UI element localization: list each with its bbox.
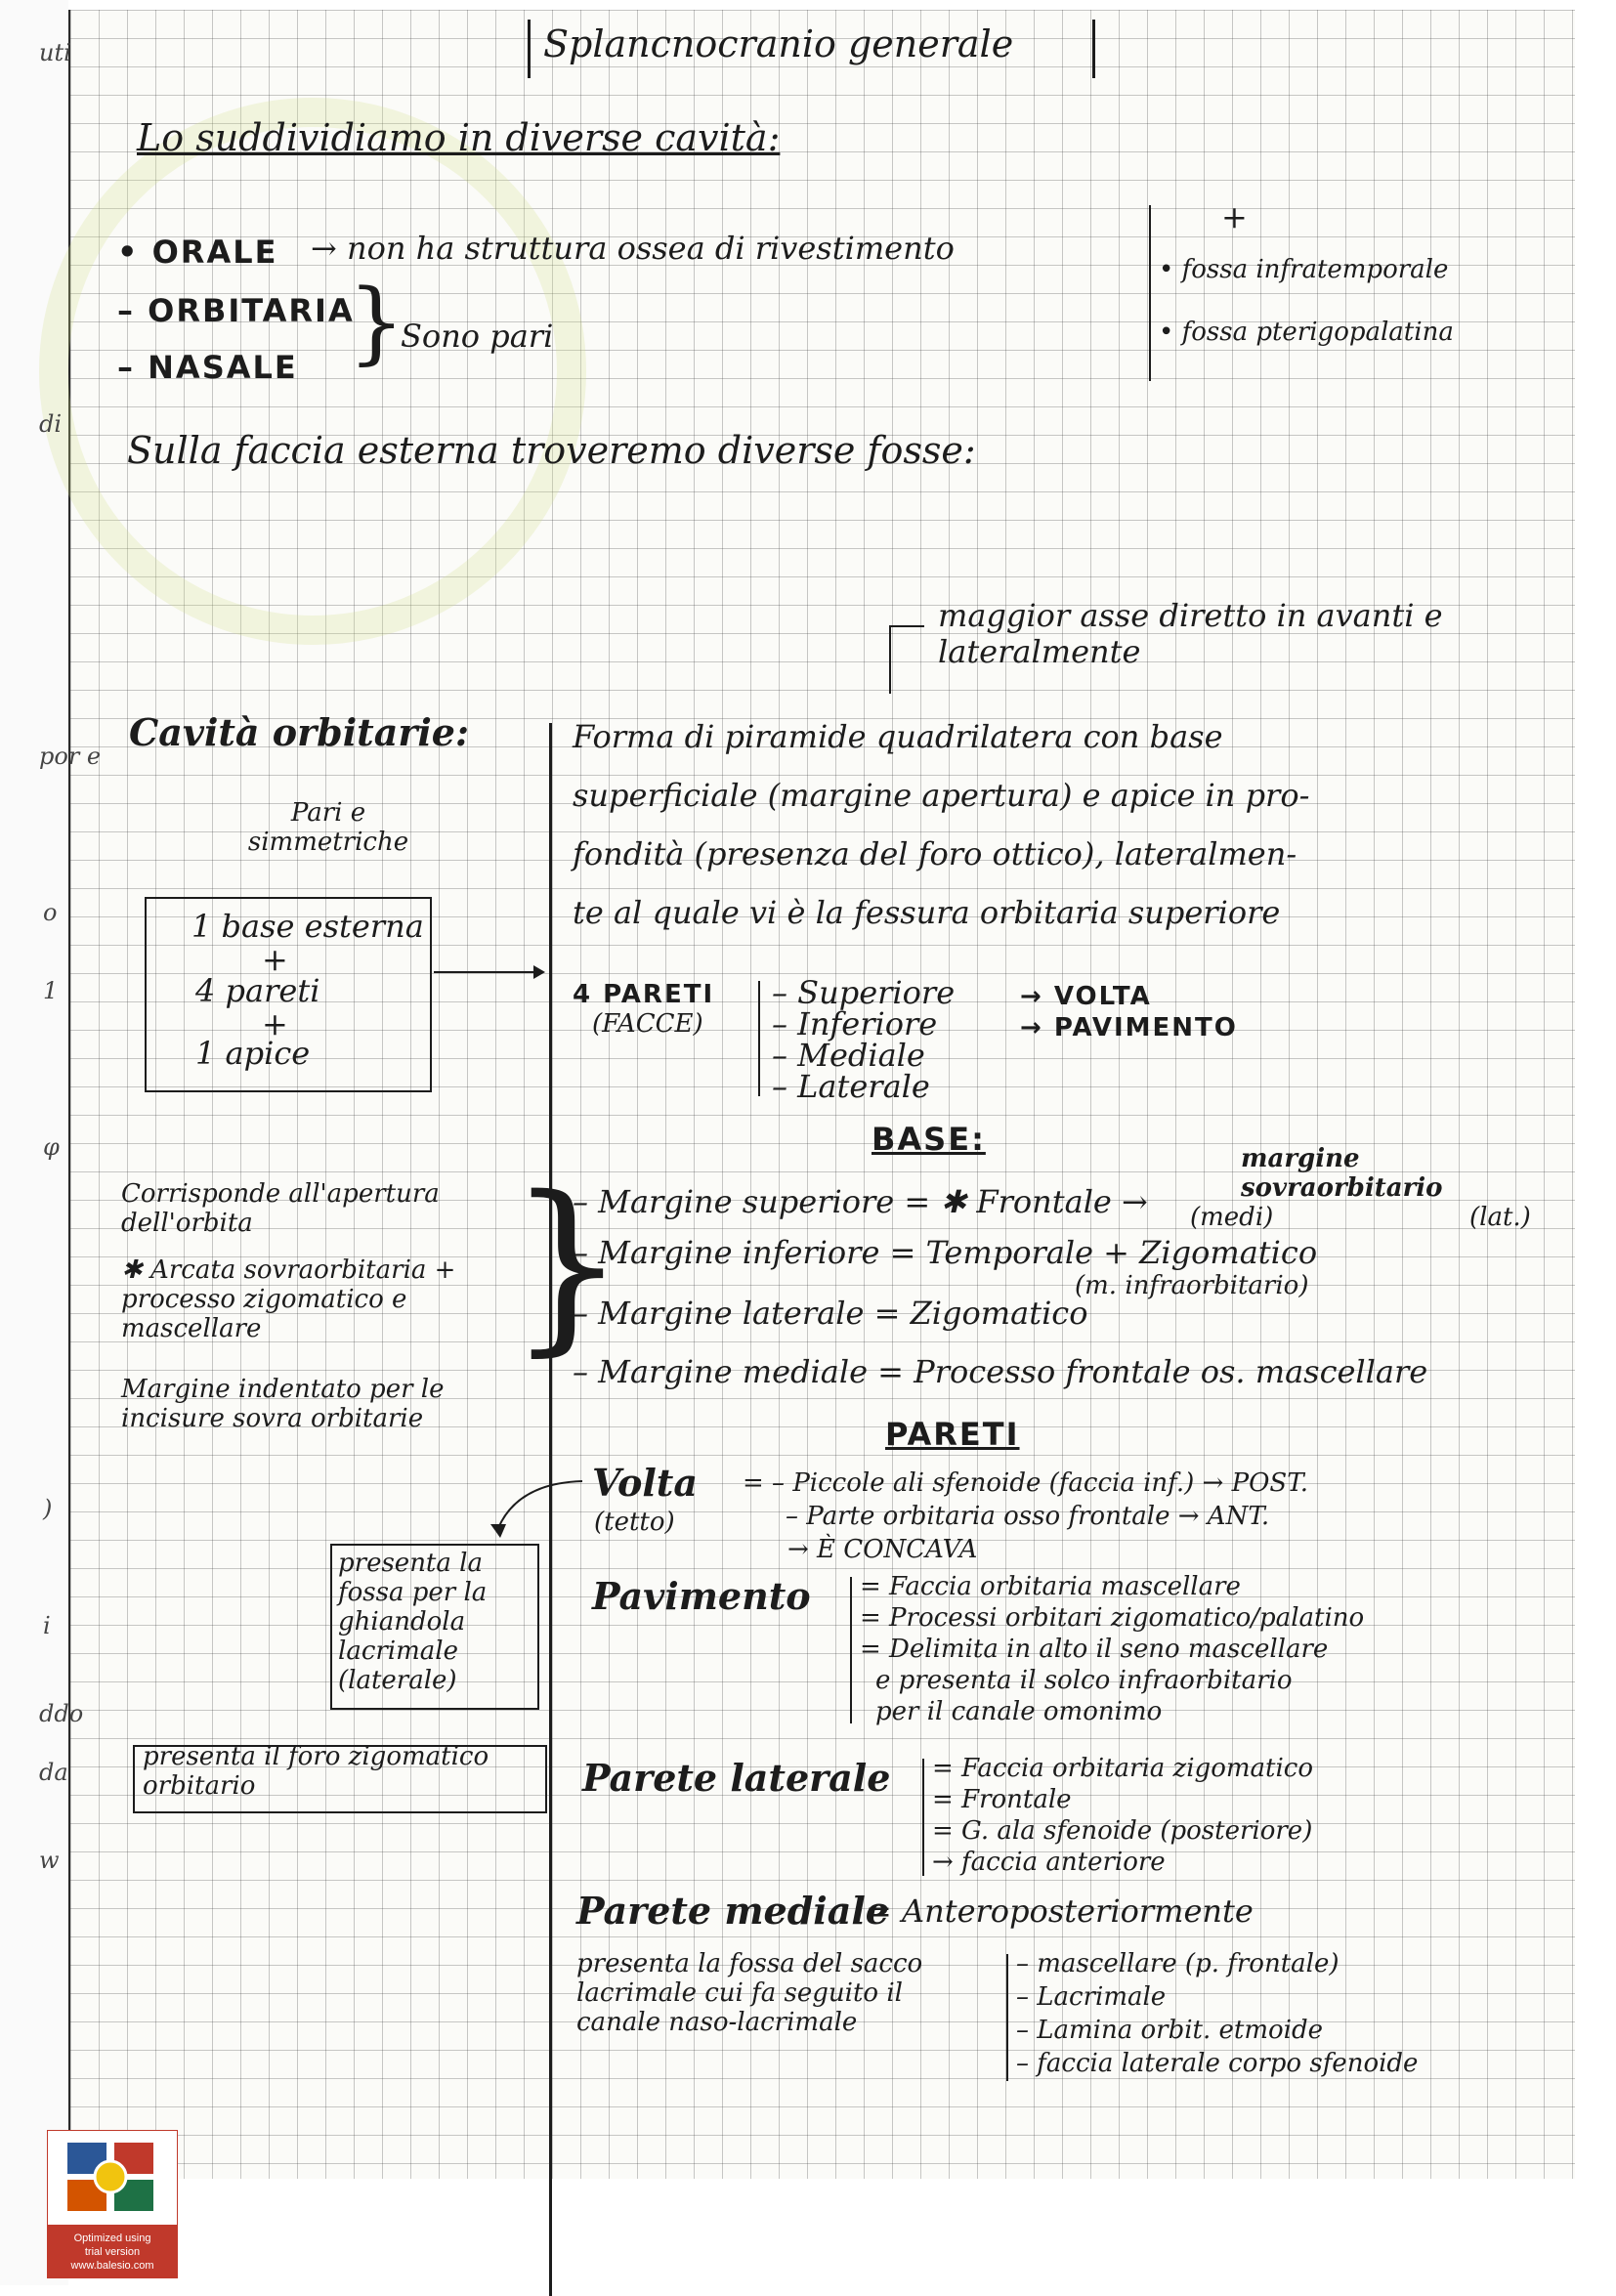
faccia-esterna-line: Sulla faccia esterna troveremo diverse fosse: [127, 429, 976, 472]
margin-mark: por e [39, 743, 102, 770]
box-arrow [430, 957, 547, 987]
lat-note: (lat.) [1469, 1203, 1531, 1232]
volta-line-3: → È CONCAVA [787, 1535, 978, 1564]
margin-mark: i [43, 1612, 51, 1639]
pavimento-line-3: = Delimita in alto il seno mascellare [860, 1635, 1329, 1664]
box-line-1: 1 base esterna [191, 908, 424, 945]
mediale-note: presenta la fossa del sacco lacrimale cui fa seguito il canale naso-lacrimale [576, 1949, 923, 2037]
pareti-item: – Laterale [772, 1068, 930, 1105]
margin-laterale: – Margine laterale = Zigomatico [573, 1295, 1088, 1332]
laterale-line-2: = Frontale [932, 1785, 1072, 1814]
balesio-logo [47, 2130, 178, 2278]
medi-note: (medi) [1190, 1203, 1274, 1232]
volta-line-1: = – Piccole ali sfenoide (faccia inf.) → POST. [743, 1468, 1308, 1498]
brace: } [348, 270, 405, 374]
fossa-infratemporale: • fossa infratemporale [1159, 255, 1449, 284]
asse-note: maggior asse diretto in avanti e lateralmente [938, 597, 1443, 670]
margin-mark: di [39, 410, 63, 438]
asse-connector [889, 625, 891, 694]
margin-inferiore-note: (m. infraorbitario) [1075, 1271, 1309, 1300]
mediale-def: = Anteroposteriormente [866, 1892, 1254, 1930]
box-line-2: 4 pareti [195, 972, 320, 1009]
volta-sub: (tetto) [594, 1508, 675, 1537]
mediale-line-3: – Lamina orbit. etmoide [1016, 2016, 1324, 2045]
logo-text-1: Optimized using [73, 2232, 151, 2244]
margin-mark: w [39, 1847, 60, 1874]
pareti-sub: (FACCE) [592, 1009, 703, 1039]
laterale-bracket [922, 1759, 924, 1876]
definition-line-3: fondità (presenza del foro ottico), lateralmen- [573, 835, 1297, 872]
pavimento-line-2: = Processi orbitari zigomatico/palatino [860, 1603, 1365, 1633]
mediale-line-2: – Lacrimale [1016, 1982, 1167, 2012]
title-bar-right [1092, 20, 1095, 78]
margin-mark: 1 [43, 977, 59, 1004]
office-icons [62, 2139, 159, 2215]
pavimento-label: → PAVIMENTO [1020, 1013, 1238, 1042]
base-heading: BASE: [872, 1121, 986, 1158]
pavimento-heading: Pavimento [592, 1574, 811, 1618]
foro-zigomatico-note: presenta il foro zigomatico orbitario [143, 1742, 489, 1801]
mediale-line-4: – faccia laterale corpo sfenoide [1016, 2049, 1419, 2078]
cavity-nasale: – NASALE [117, 349, 298, 386]
volta-label: → VOLTA [1020, 982, 1152, 1011]
margin-mark: ddo [39, 1700, 84, 1727]
definition-line-4: te al quale vi è la fessura orbitaria superiore [573, 894, 1281, 931]
pareti-bracket [758, 981, 760, 1096]
base-brace: } [508, 1157, 626, 1373]
cavity-orbitaria: – ORBITARIA [117, 292, 355, 329]
margin-mark: φ [43, 1133, 60, 1161]
laterale-heading: Parete laterale [582, 1756, 891, 1800]
box-plus-1: + [262, 941, 288, 978]
pareti-item: – Superiore [772, 974, 956, 1011]
volta-heading: Volta [592, 1461, 698, 1505]
pavimento-line-4: e presenta il solco infraorbitario [875, 1666, 1293, 1695]
volta-arrow [479, 1473, 586, 1542]
base-side-note-1: Corrisponde all'apertura dell'orbita [121, 1179, 440, 1238]
margin-superiore: – Margine superiore = ✱ Frontale → [573, 1183, 1148, 1220]
plus-sign: + [1221, 198, 1248, 235]
bracket-line [1149, 205, 1151, 381]
cavita-orbitarie-heading: Cavità orbitarie: [129, 710, 469, 754]
margin-mark: ) [43, 1495, 53, 1522]
pavimento-line-1: = Faccia orbitaria mascellare [860, 1572, 1241, 1601]
pari-simmetriche: Pari e simmetriche [247, 798, 409, 857]
margine-sovraorbitario: margine sovraorbitario [1241, 1144, 1443, 1203]
pavimento-bracket [850, 1577, 852, 1723]
fossa-lacrimale-note: presenta la fossa per la ghiandola lacrimale (laterale) [338, 1549, 488, 1695]
logo-text-2: trial version [84, 2246, 141, 2258]
margin-mark: da [39, 1759, 68, 1786]
margin-inferiore: – Margine inferiore = Temporale + Zigomatico [573, 1234, 1318, 1271]
margin-mediale: – Margine mediale = Processo frontale os. mascellare [573, 1353, 1428, 1390]
definition-line-1: Forma di piramide quadrilatera con base [573, 718, 1223, 755]
laterale-line-4: → faccia anteriore [932, 1848, 1166, 1877]
box-line-3: 1 apice [195, 1035, 311, 1072]
cavity-orale-note: → non ha struttura ossea di rivestimento [311, 230, 955, 267]
base-side-note-3: Margine indentato per le incisure sovra orbitarie [121, 1375, 445, 1433]
cavity-orale: • ORALE [117, 234, 278, 271]
mediale-heading: Parete mediale [576, 1889, 889, 1933]
pareti-heading: PARETI [885, 1416, 1020, 1453]
laterale-line-1: = Faccia orbitaria zigomatico [932, 1754, 1313, 1783]
pareti-item: – Inferiore [772, 1005, 938, 1042]
mediale-line-1: – mascellare (p. frontale) [1016, 1949, 1340, 1978]
base-side-note-2: ✱ Arcata sovraorbitaria + processo zigomatico e mascellare [121, 1255, 456, 1343]
intro-line: Lo suddividiamo in diverse cavità: [137, 116, 781, 159]
margin-mark: uti [39, 39, 71, 66]
pareti-label: 4 PARETI [573, 980, 715, 1009]
margin-mark: o [43, 899, 58, 926]
laterale-line-3: = G. ala sfenoide (posteriore) [932, 1816, 1313, 1846]
mediale-bracket [1006, 1954, 1008, 2081]
definition-line-2: superficiale (margine apertura) e apice in pro- [573, 777, 1310, 814]
fossa-pterigopalatina: • fossa pterigopalatina [1159, 318, 1454, 347]
title-bar-left [528, 20, 531, 78]
volta-line-2: – Parte orbitaria osso frontale → ANT. [786, 1502, 1270, 1531]
logo-text-3: www.balesio.com [70, 2260, 154, 2272]
page-title: Splancnocranio generale [543, 22, 1014, 65]
pareti-item: – Mediale [772, 1037, 925, 1074]
pari-note: Sono pari [401, 318, 554, 355]
box-plus-2: + [262, 1005, 288, 1042]
pavimento-line-5: per il canale omonimo [875, 1697, 1163, 1726]
asse-connector [889, 625, 924, 627]
